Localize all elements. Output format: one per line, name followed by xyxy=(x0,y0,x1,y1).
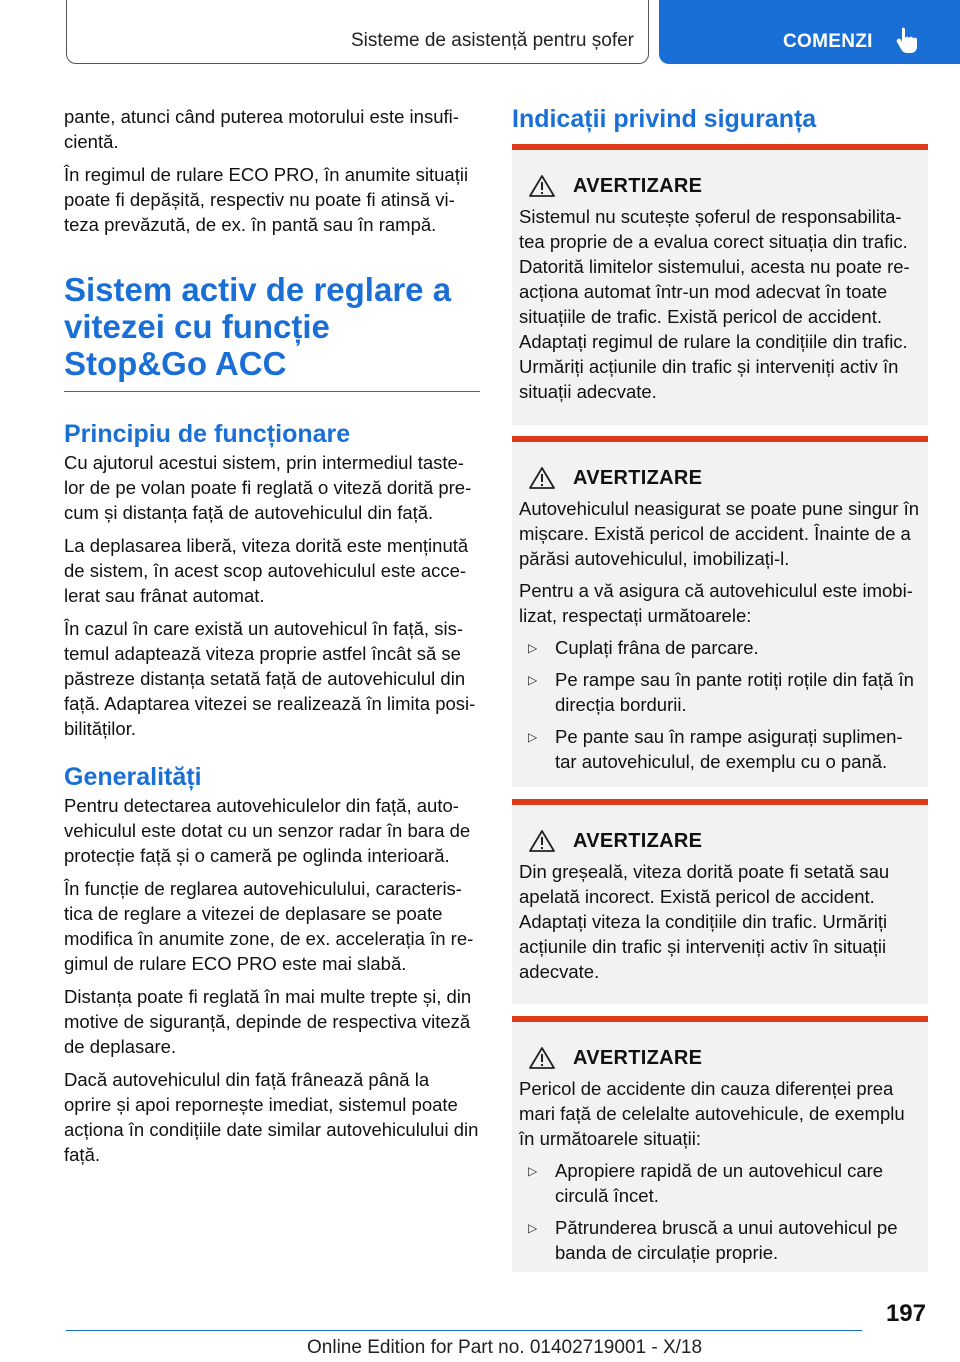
section-title: Sistem activ de reglare a vitezei cu funcție Stop&Go ACC xyxy=(64,271,452,382)
triangle-bullet-icon: ▷ xyxy=(528,673,538,687)
footer-edition: Online Edition for Part no. 01402719001 - X/18 xyxy=(307,1337,703,1358)
paragraph: Distanța poate fi reglată în mai multe trepte și, din motive de siguranță, depinde de respectiva viteză de deplasare. xyxy=(64,986,472,1057)
warning-label: AVERTIZARE xyxy=(573,174,703,197)
paragraph: pante, atunci când puterea motorului este insufi-cientă. xyxy=(64,106,459,152)
warning-text: Din greșeală, viteza dorită poate fi setată sau apelată incorect. Există pericol de accident. Adaptați viteza la condițiile din trafic. Urmăriți acțiunile din trafic și interveniți activ în situații adecvate. xyxy=(519,861,890,982)
warning-triangle-icon xyxy=(529,467,555,489)
list-item: ▷ Pe pante sau în rampe asigurați suplimen-tar autovehiculul, de exemplu cu o pană. xyxy=(528,726,903,772)
header-section-tab xyxy=(66,0,649,64)
header-section-title: Sisteme de asistență pentru șofer xyxy=(350,30,634,51)
triangle-bullet-icon: ▷ xyxy=(528,1164,538,1178)
warning-box-1 xyxy=(512,144,928,425)
warning-label: AVERTIZARE xyxy=(573,829,703,852)
warning-box-3 xyxy=(512,799,928,1004)
warning-label: AVERTIZARE xyxy=(573,1046,703,1069)
warning-triangle-icon xyxy=(529,1047,555,1069)
paragraph: În funcție de reglarea autovehiculului, caracteris-tica de reglare a vitezei de deplasare se poate modifica în anumite zone, de ex. accelerația în re-gimul de rulare ECO PRO este mai slabă. xyxy=(64,878,474,974)
warning-label: AVERTIZARE xyxy=(573,466,703,489)
paragraph: Dacă autovehiculul din față frânează până la oprire și apoi repornește imediat, sistemul poate acționa în condițiile date similar autovehiculului din față. xyxy=(64,1069,479,1165)
warning-box-2 xyxy=(512,436,928,787)
header-chapter-title: COMENZI xyxy=(783,31,873,52)
right-column-header xyxy=(512,104,928,134)
triangle-bullet-icon: ▷ xyxy=(528,641,538,655)
footer-divider xyxy=(66,1330,862,1331)
page-number: 197 xyxy=(885,1300,926,1327)
list-item: ▷ Apropiere rapidă de un autovehicul care circulă încet. xyxy=(528,1160,884,1206)
paragraph: În regimul de rulare ECO PRO, în anumite situații poate fi depășită, respectiv nu poate fi atinsă vi-teza prevăzută, de ex. în pantă sau în rampă. xyxy=(64,164,469,235)
title-divider xyxy=(64,391,480,392)
triangle-bullet-icon: ▷ xyxy=(528,1221,538,1235)
warning-list xyxy=(519,1158,922,1265)
warning-box-4 xyxy=(512,1016,928,1272)
paragraph: Cu ajutorul acestui sistem, prin intermediul taste-lor de pe volan poate fi reglată o viteză dorită pre-cum și distanța față de autovehiculul din față. xyxy=(64,452,472,523)
warning-text: Pericol de accidente din cauza diferenței prea mari față de celelalte autovehicule, de exemplu în următoarele situații: xyxy=(519,1078,905,1149)
heading-principle: Principiu de funcționare xyxy=(64,420,351,448)
list-item: ▷ Pe rampe sau în pante rotiți roțile din față în direcția bordurii. xyxy=(528,669,914,715)
warning-triangle-icon xyxy=(529,830,555,852)
paragraph: La deplasarea liberă, viteza dorită este menținută de sistem, în acest scop autovehiculul este acce-lerat sau frânat automat. xyxy=(64,535,469,606)
paragraph: În cazul în care există un autovehicul în față, sis-temul adaptează viteza proprie astfel încât să se păstreze distanța setată față de autovehiculul din față. Adaptarea vitezei se realizează în limita posi-bilităților. xyxy=(64,618,476,739)
warning-text: Pentru a vă asigura că autovehiculul este imobi-lizat, respectați următoarele: xyxy=(519,580,913,626)
safety-title: Indicații privind siguranța xyxy=(512,105,817,133)
triangle-bullet-icon: ▷ xyxy=(528,730,538,744)
warning-list xyxy=(519,635,922,774)
list-item: ▷ Pătrunderea bruscă a unui autovehicul pe banda de circulație proprie. xyxy=(528,1217,898,1263)
header-chapter-tab[interactable] xyxy=(659,0,960,64)
list-item: ▷ Cuplați frâna de parcare. xyxy=(519,635,922,660)
warning-triangle-icon xyxy=(529,175,555,197)
heading-general: Generalități xyxy=(64,763,202,791)
warning-text: Sistemul nu scutește șoferul de responsabilita-tea proprie de a evalua corect situația din trafic. Datorită limitelor sistemului, acesta nu poate re-acționa automat într-un mod adecvat în toate situațiile de trafic. Există pericol de accident. Adaptați regimul de rulare la condițiile din trafic. Urmăriți acțiunile din trafic și interveniți activ în situații adecvate. xyxy=(519,206,910,402)
left-column xyxy=(64,104,480,1175)
warning-text: Autovehiculul neasigurat se poate pune singur în mișcare. Există pericol de accident. Înainte de a părăsi autovehiculul, imobilizați-l. xyxy=(519,498,920,569)
hand-pointer-icon xyxy=(895,26,921,54)
paragraph: Pentru detectarea autovehiculelor din față, auto-vehiculul este dotat cu un senzor radar în bara de protecție față și o cameră pe oglinda interioară. xyxy=(64,795,471,866)
